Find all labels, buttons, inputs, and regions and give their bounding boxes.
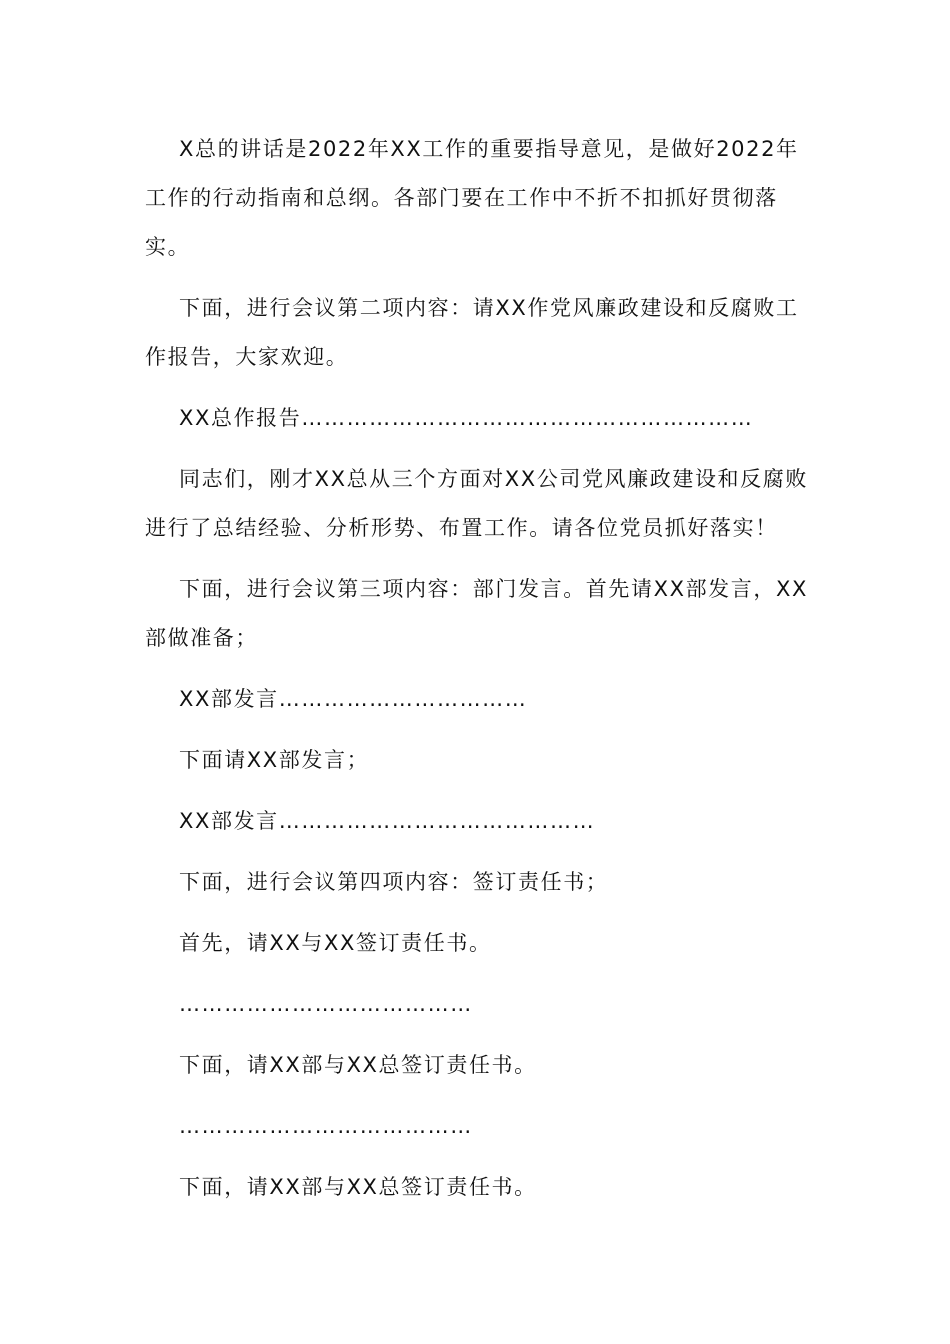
paragraph-12: 下面，请XX部与XX总签订责任书。 xyxy=(179,1053,537,1077)
paragraph-11: ………………………………… xyxy=(179,992,473,1016)
paragraph-10: 首先，请XX与XX签订责任书。 xyxy=(179,931,492,955)
paragraph-7: 下面请XX部发言； xyxy=(179,748,370,772)
document-body xyxy=(145,125,810,1224)
paragraph-4: 同志们，刚才XX总从三个方面对XX公司党风廉政建设和反腐败进行了总结经验、分析形势、布置工作。请各位党员抓好落实！ xyxy=(145,467,808,540)
paragraph-13: ………………………………… xyxy=(179,1114,473,1138)
paragraph-8: XX部发言…………………………………… xyxy=(179,809,596,833)
paragraph-6: XX部发言…………………………… xyxy=(179,687,528,711)
paragraph-3: XX总作报告…………………………………………………… xyxy=(179,406,754,430)
paragraph-1: X总的讲话是2022年XX工作的重要指导意见，是做好2022年工作的行动指南和总纲。各部门要在工作中不折不扣抓好贯彻落实。 xyxy=(145,137,799,259)
paragraph-9: 下面，进行会议第四项内容：签订责任书； xyxy=(179,870,609,894)
paragraph-14: 下面，请XX部与XX总签订责任书。 xyxy=(179,1175,537,1199)
paragraph-2: 下面，进行会议第二项内容：请XX作党风廉政建设和反腐败工作报告，大家欢迎。 xyxy=(145,296,799,369)
paragraph-5: 下面，进行会议第三项内容：部门发言。首先请XX部发言，XX部做准备； xyxy=(145,577,808,650)
